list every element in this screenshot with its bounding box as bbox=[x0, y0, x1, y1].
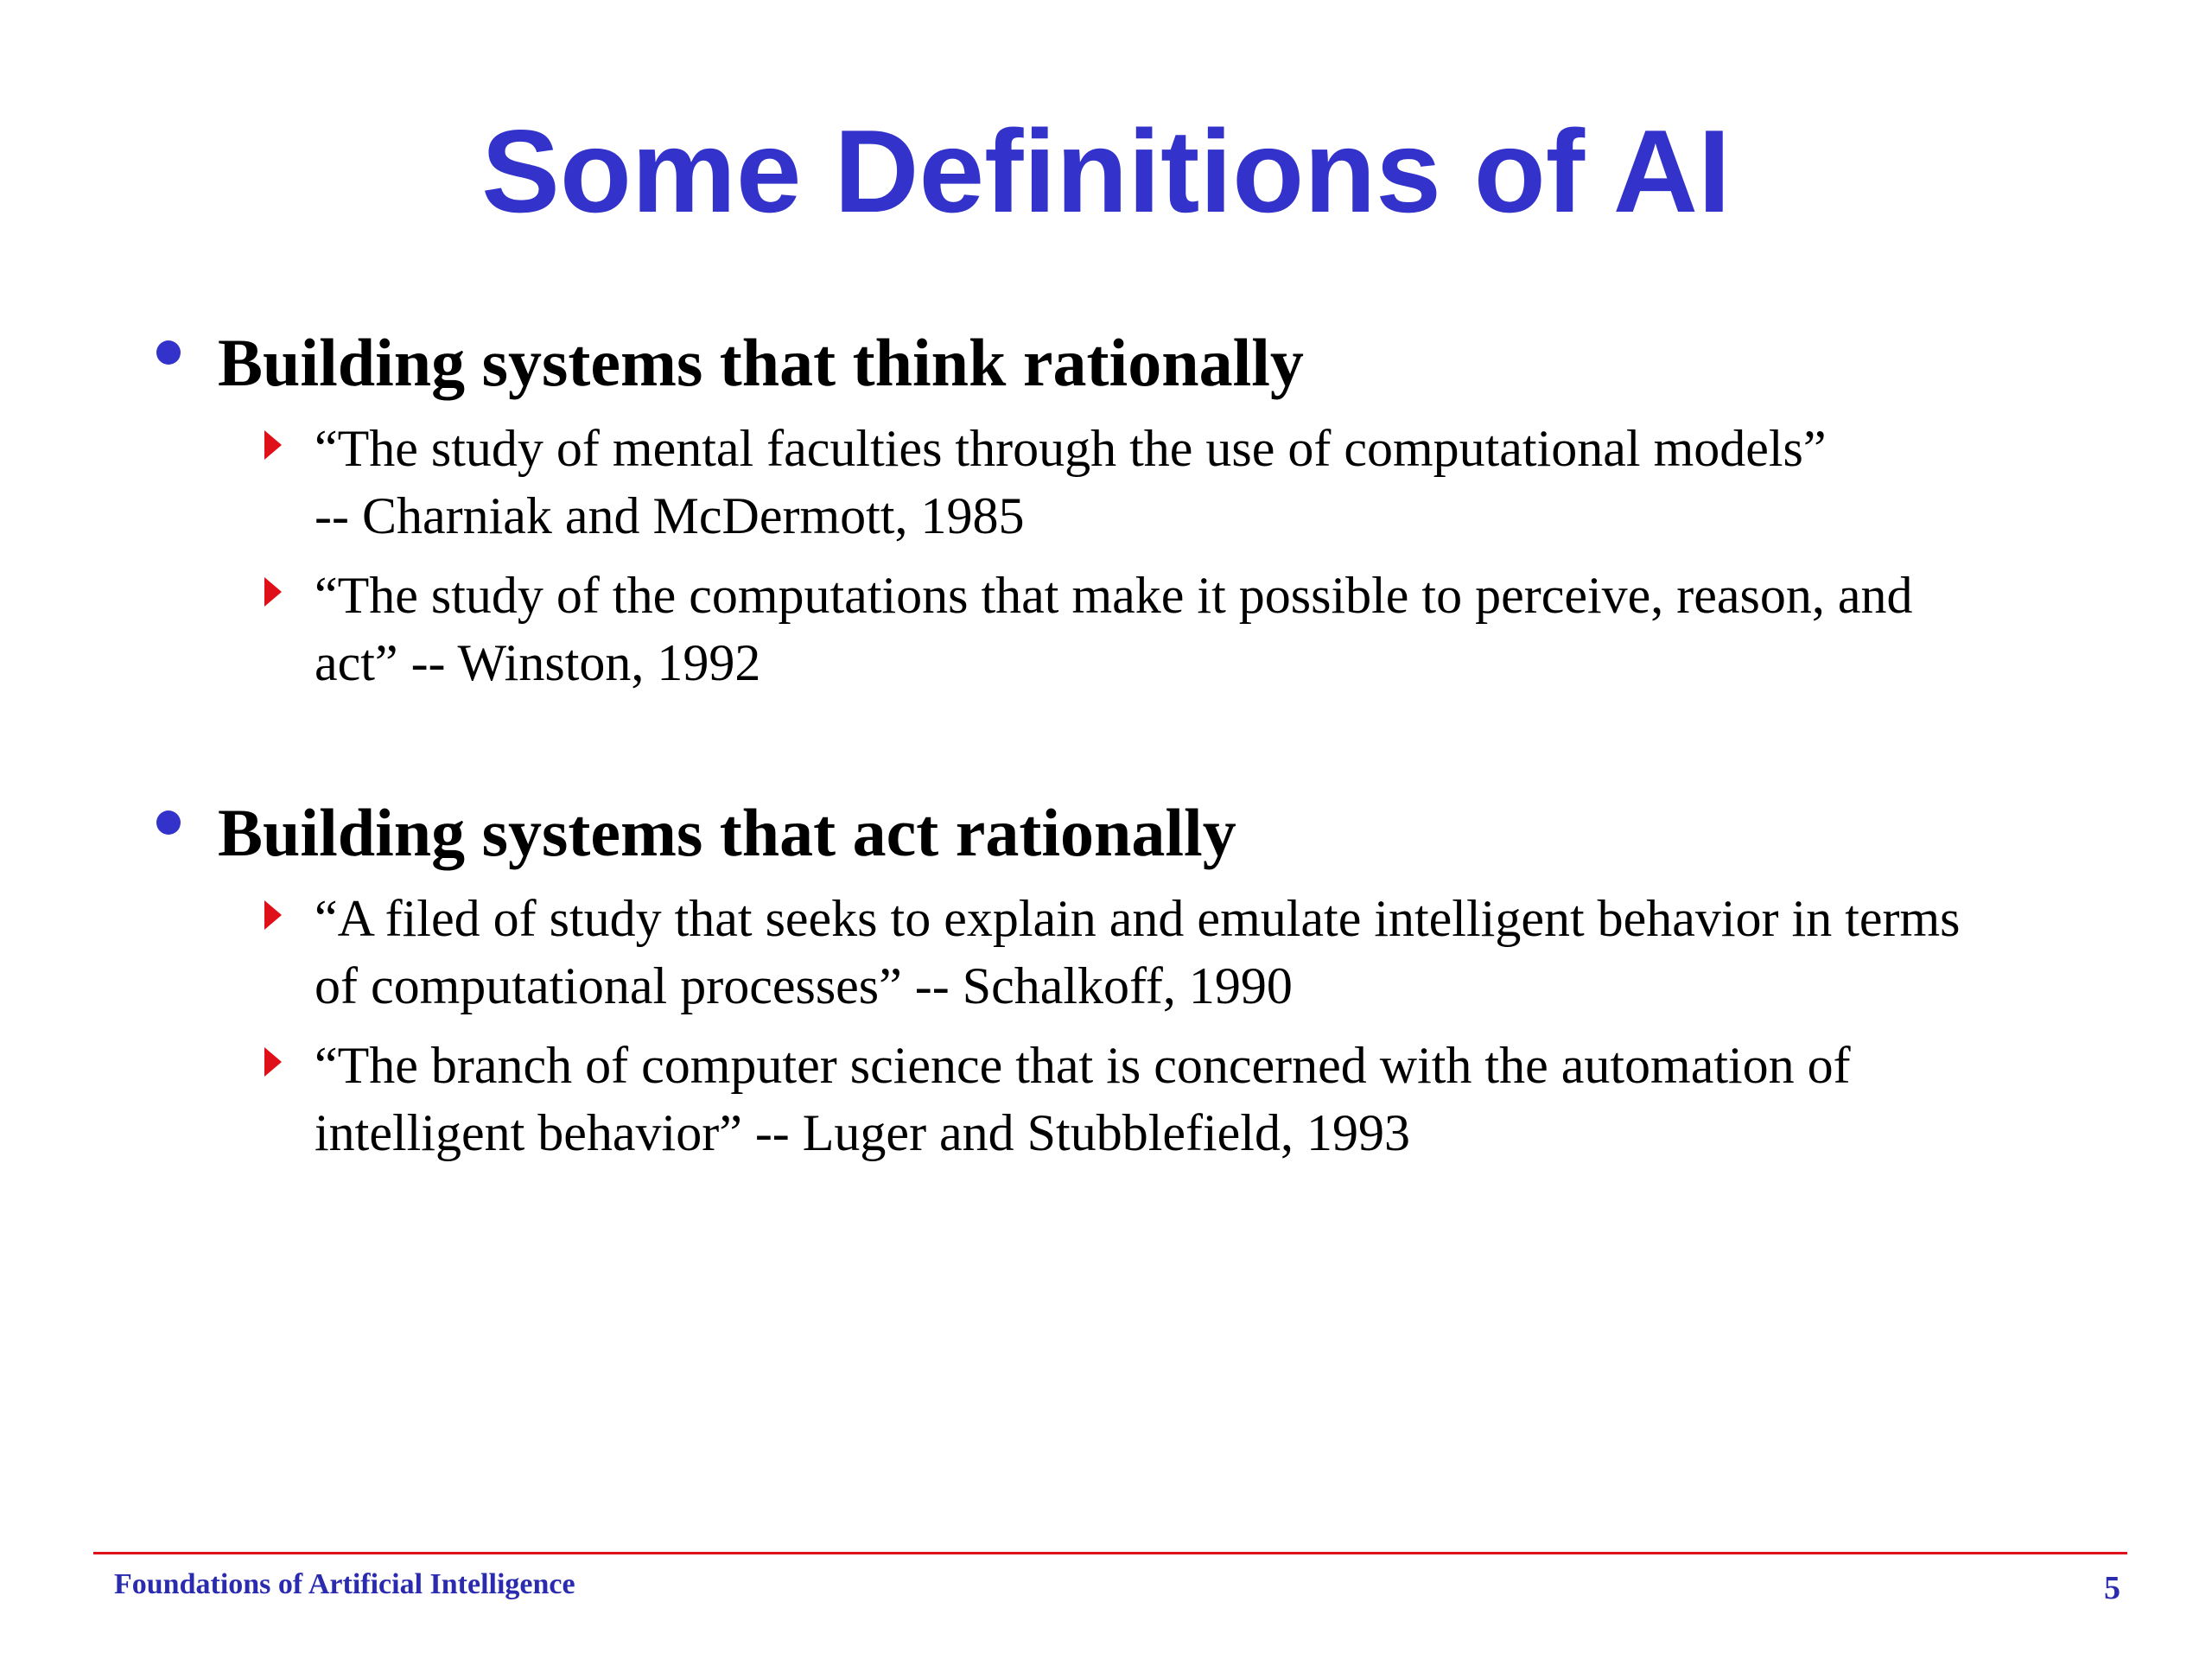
triangle-bullet-icon bbox=[264, 430, 282, 460]
definition-text bbox=[315, 415, 2094, 550]
bullet-item bbox=[0, 321, 2212, 408]
definition-line: intelligent behavior” -- Luger and Stubblefield, 1993 bbox=[315, 1104, 1410, 1161]
definition-text bbox=[315, 885, 2094, 1020]
bullet-item bbox=[0, 791, 2212, 878]
definition-item bbox=[0, 885, 2212, 1020]
triangle-bullet-icon bbox=[264, 577, 282, 607]
section-think-rationally bbox=[0, 321, 2212, 709]
bullet-heading: Building systems that act rationally bbox=[218, 795, 1236, 870]
definition-item bbox=[0, 562, 2212, 696]
definition-line: act” -- Winston, 1992 bbox=[315, 634, 761, 691]
definition-line: “The study of mental faculties through the use of computational models” bbox=[315, 420, 1827, 477]
slide-title: Some Definitions of AI bbox=[481, 105, 1731, 237]
definition-line: “The study of the computations that make it possible to perceive, reason, and bbox=[315, 567, 1913, 624]
definition-line: “The branch of computer science that is concerned with the automation of bbox=[315, 1037, 1851, 1094]
definition-line: -- Charniak and McDermott, 1985 bbox=[315, 487, 1025, 544]
triangle-bullet-icon bbox=[264, 900, 282, 930]
definition-text bbox=[315, 562, 2094, 696]
footer-divider bbox=[93, 1552, 2127, 1554]
definition-line: “A filed of study that seeks to explain and emulate intelligent behavior in terms bbox=[315, 890, 1961, 947]
triangle-bullet-icon bbox=[264, 1047, 282, 1077]
definition-item bbox=[0, 1032, 2212, 1166]
bullet-heading: Building systems that think rationally bbox=[218, 325, 1304, 400]
bullet-dot-icon bbox=[156, 340, 181, 365]
section-act-rationally bbox=[0, 791, 2212, 1179]
definition-text bbox=[315, 1032, 2094, 1166]
bullet-dot-icon bbox=[156, 810, 181, 835]
definition-line: of computational processes” -- Schalkoff, 1990 bbox=[315, 957, 1293, 1014]
page-number: 5 bbox=[2104, 1570, 2120, 1606]
definition-item bbox=[0, 415, 2212, 550]
footer-course-title: Foundations of Artificial Intelligence bbox=[114, 1568, 575, 1600]
